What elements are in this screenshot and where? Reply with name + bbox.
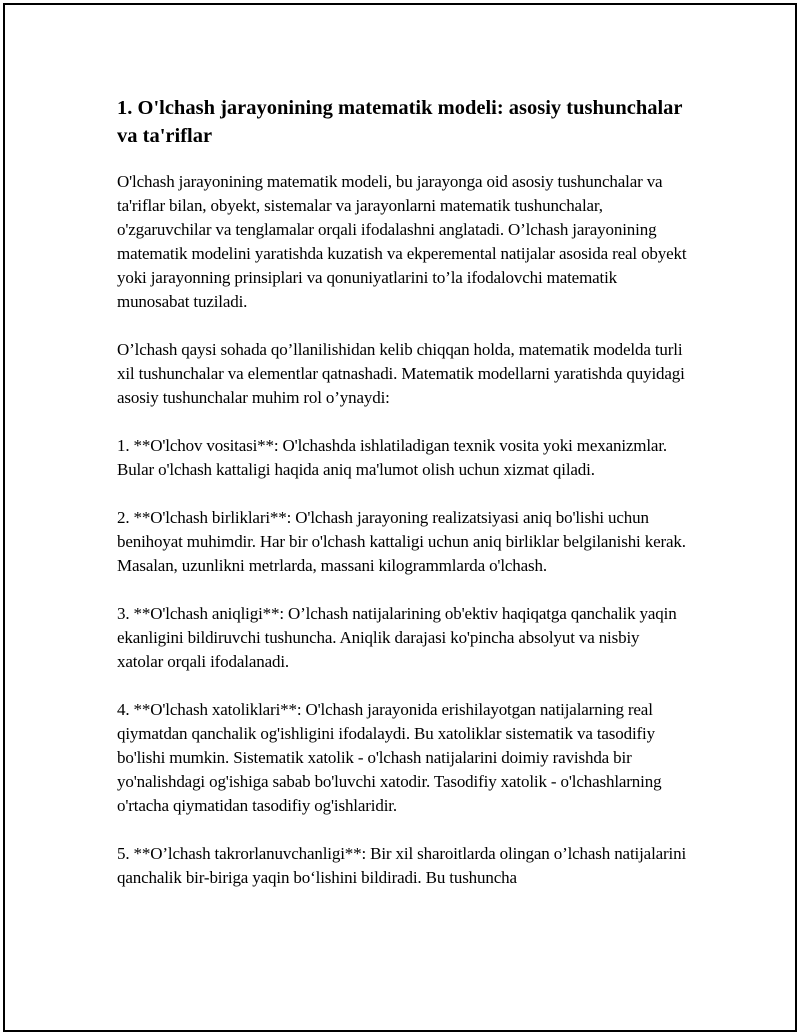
list-item-repeatability: 5. **O’lchash takrorlanuvchanligi**: Bir xil sharoitlarda olingan o’lchash natijalarini qanchalik bir-biriga yaqin bo‘lishini bildiradi. Bu tushuncha: [117, 844, 687, 887]
list-item-measurement-accuracy: 3. **O'lchash aniqligi**: O’lchash natijalarining ob'ektiv haqiqatga qanchalik yaqin ekanligini bildiruvchi tushuncha. Aniqlik darajasi ko'pincha absolyut va nisbiy xatolar orqali ifodalanadi.: [117, 604, 677, 671]
paragraph-concepts: O’lchash qaysi sohada qo’llanilishidan kelib chiqqan holda, matematik modelda turli xil tushunchalar va elementlar qatnashadi. Matematik modellarni yaratishda quyidagi asosiy tushunchalar muhim rol o’ynaydi:: [117, 340, 685, 407]
list-item-measurement-units: 2. **O'lchash birliklari**: O'lchash jarayoning realizatsiyasi aniq bo'lishi uchun benihoyat muhimdir. Har bir o'lchash kattaligi uchun aniq birliklar belgilanishi kerak. Masalan, uzunlikni metrlarda, massani kilogrammlarda o'lchash.: [117, 508, 686, 575]
list-item-measurement-errors: 4. **O'lchash xatoliklari**: O'lchash jarayonida erishilayotgan natijalarning real qiymatdan qanchalik og'ishligini ifodalaydi. Bu xatoliklar sistematik va tasodifiy bo'lishi mumkin. Sistematik xatolik - o'lchash natijalarini doimiy ravishda bir yo'nalishdagi og'ishiga sabab bo'luvchi xatodir. Tasodifiy xatolik - o'lchashlarning o'rtacha qiymatidan tasodifiy og'ishlaridir.: [117, 700, 662, 815]
paragraph-intro: O'lchash jarayonining matematik modeli, bu jarayonga oid asosiy tushunchalar va ta'riflar bilan, obyekt, sistemalar va jarayonlarni matematik tushunchalar, o'zgaruvchilar va tenglamalar orqali ifodalashni anglatadi. O’lchash jarayonining matematik modelini yaratishda kuzatish va ekperemental natijalar asosida real obyekt yoki jarayonning prinsiplari va qonuniyatlarini to’la ifodalovchi matematik munosabat tuziladi.: [117, 172, 687, 311]
section-heading: 1. O'lchash jarayonining matematik modeli: asosiy tushunchalar va ta'riflar: [117, 97, 683, 147]
list-item-measuring-instrument: 1. **O'lchov vositasi**: O'lchashda ishlatiladigan texnik vosita yoki mexanizmlar. Bular o'lchash kattaligi haqida aniq ma'lumot olish uchun xizmat qiladi.: [117, 436, 668, 479]
document-body: [117, 94, 687, 914]
